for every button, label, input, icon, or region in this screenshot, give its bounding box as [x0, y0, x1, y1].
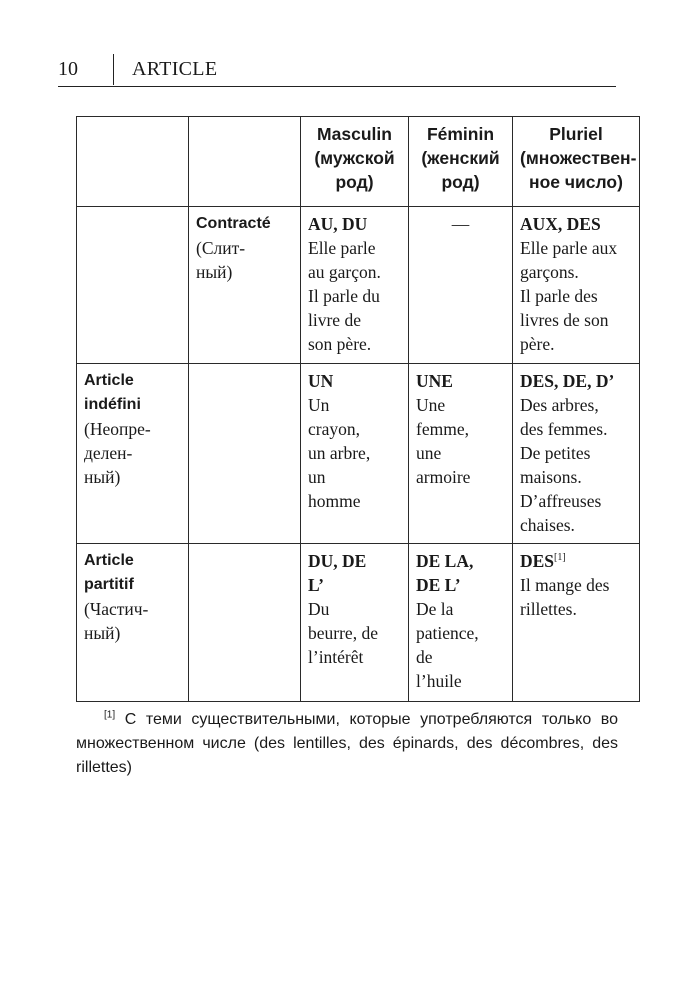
table-row-partitif: [77, 544, 640, 702]
pluriel-cell: DES[1] Il mange des rillettes.: [513, 544, 640, 702]
footnote: [76, 708, 618, 780]
subcategory-cell: Contracté (Слит- ный): [189, 207, 301, 364]
header-feminin: Féminin (женский род): [409, 117, 513, 207]
pluriel-partitif-label: DES: [520, 551, 555, 571]
feminin-cell: UNE Une femme, une armoire: [409, 364, 513, 544]
page-number: 10: [58, 58, 78, 80]
footnote-mark: [1]: [104, 709, 116, 721]
masculin-cell: UN Un crayon, un arbre, un homme: [301, 364, 409, 544]
feminin-cell: —: [409, 207, 513, 364]
pluriel-cell: DES, DE, D’ Des arbres, des femmes. De petites maisons. D’affreuses chaises.: [513, 364, 640, 544]
header-pluriel: Pluriel (множествен- ное число): [513, 117, 640, 207]
pluriel-cell: AUX, DES Elle parle aux garçons. Il parle des livres de son père.: [513, 207, 640, 364]
subcategory-cell: [189, 544, 301, 702]
category-cell: [77, 207, 189, 364]
header-divider: [113, 54, 114, 85]
footnote-text: С теми существительными, которые употребляются только во множественном числе (des lentilles, des épinards, des décombres, des rillettes): [76, 711, 619, 776]
footnote-reference[interactable]: [1]: [554, 552, 566, 564]
category-cell: Article indéfini (Неопре- делен- ный): [77, 364, 189, 544]
empty-header-cell: [77, 117, 189, 207]
table-row-indefini: [77, 364, 640, 544]
category-cell: Article partitif (Частич- ный): [77, 544, 189, 702]
feminin-cell: DE LA, DE L’ De la patience, de l’huile: [409, 544, 513, 702]
table-row-contracte: [77, 207, 640, 364]
header-masculin: Masculin (мужской род): [301, 117, 409, 207]
masculin-cell: AU, DU Elle parle au garçon. Il parle du livre de son père.: [301, 207, 409, 364]
masculin-cell: DU, DE L’ Du beurre, de l’intérêt: [301, 544, 409, 702]
subcategory-cell: [189, 364, 301, 544]
empty-header-cell: [189, 117, 301, 207]
table-header-row: [77, 117, 640, 207]
running-title: ARTICLE: [132, 58, 218, 80]
article-table: [76, 116, 640, 702]
running-header: [58, 54, 616, 87]
